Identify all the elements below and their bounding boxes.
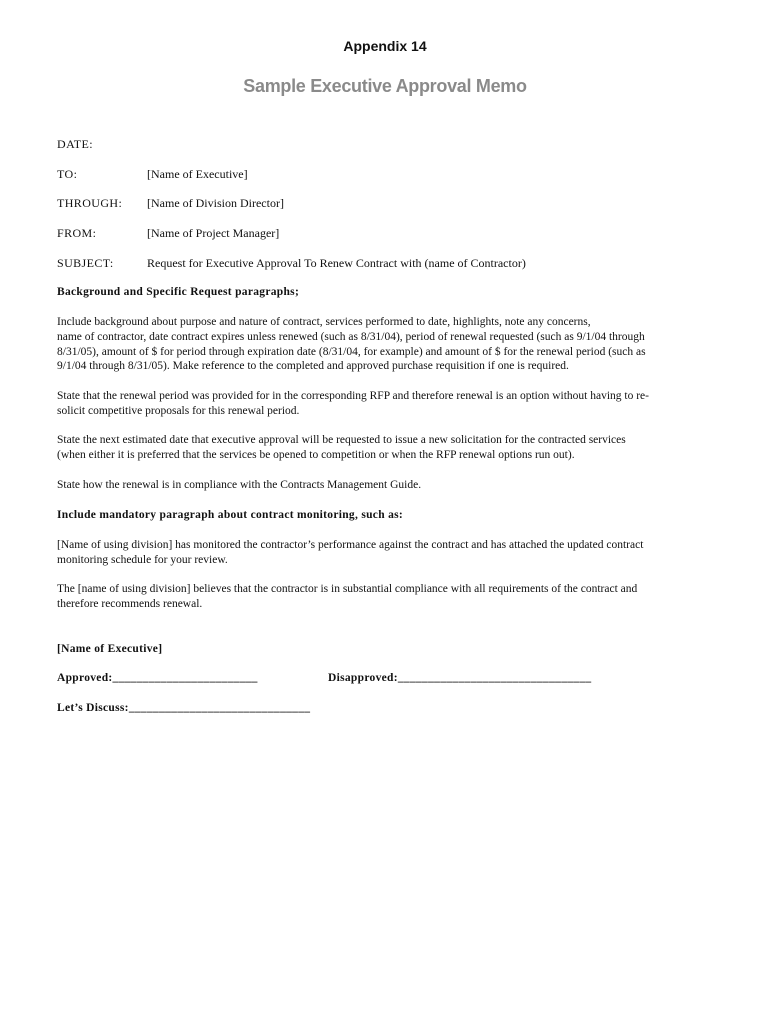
lets-discuss-line[interactable]: Let’s Discuss:______________________________ <box>57 702 311 714</box>
monitoring-heading: Include mandatory paragraph about contract monitoring, such as: <box>57 509 404 521</box>
paragraph-line: solicit competitive proposals for this renewal period. <box>57 404 300 417</box>
to-label: TO: <box>57 167 78 181</box>
paragraph-line: [Name of using division] has monitored the contractor’s performance against the contract and has attached the updated contract <box>57 539 644 551</box>
subject-value: Request for Executive Approval To Renew Contract with (name of Contractor) <box>147 256 526 270</box>
paragraph-monitoring <box>57 538 707 568</box>
paragraph-line: The [name of using division] believes that the contractor is in substantial compliance with all requirements of the contract and <box>57 583 638 595</box>
paragraph-line: monitoring schedule for your review. <box>57 553 228 566</box>
paragraph-background <box>57 315 707 374</box>
paragraph-next-approval <box>57 433 707 463</box>
paragraph-line: State that the renewal period was provided for in the corresponding RFP and therefore renewal is an option without having to re- <box>57 390 649 402</box>
appendix-label: Appendix 14 <box>343 38 427 54</box>
date-label: DATE: <box>57 137 93 151</box>
paragraph-compliance <box>57 478 707 493</box>
background-heading: Background and Specific Request paragraphs; <box>57 286 300 298</box>
memo-title: Sample Executive Approval Memo <box>243 76 527 96</box>
through-value: [Name of Division Director] <box>147 196 284 210</box>
paragraph-renewal-period <box>57 389 707 419</box>
to-value: [Name of Executive] <box>147 167 248 181</box>
paragraph-line: Include background about purpose and nature of contract, services performed to date, highlights, note any concerns, <box>57 316 591 328</box>
paragraph-recommendation <box>57 582 707 612</box>
paragraph-line: name of contractor, date contract expires unless renewed (such as 8/31/04), period of renewal requested (such as 9/1/04 through <box>57 330 645 343</box>
paragraph-line: 9/1/04 through 8/31/05). Make reference to the completed and approved purchase requisition if one is required. <box>57 360 569 373</box>
executive-name: [Name of Executive] <box>57 643 163 655</box>
through-label: THROUGH: <box>57 196 123 210</box>
subject-label: SUBJECT: <box>57 256 114 270</box>
paragraph-line: State how the renewal is in compliance with the Contracts Management Guide. <box>57 479 422 491</box>
paragraph-line: State the next estimated date that executive approval will be requested to issue a new solicitation for the contracted services <box>57 434 626 446</box>
from-value: [Name of Project Manager] <box>147 226 280 240</box>
from-label: FROM: <box>57 226 97 240</box>
paragraph-line: (when either it is preferred that the services be opened to competition or when the RFP renewal options run out). <box>57 448 575 461</box>
paragraph-line: 8/31/05), amount of $ for period through expiration date (8/31/04, for example) and amount of $ for the renewal period (such as <box>57 345 646 358</box>
approved-line[interactable]: Approved:________________________ <box>57 672 258 684</box>
disapproved-line[interactable]: Disapproved:________________________________ <box>328 672 592 684</box>
paragraph-line: therefore recommends renewal. <box>57 597 203 610</box>
